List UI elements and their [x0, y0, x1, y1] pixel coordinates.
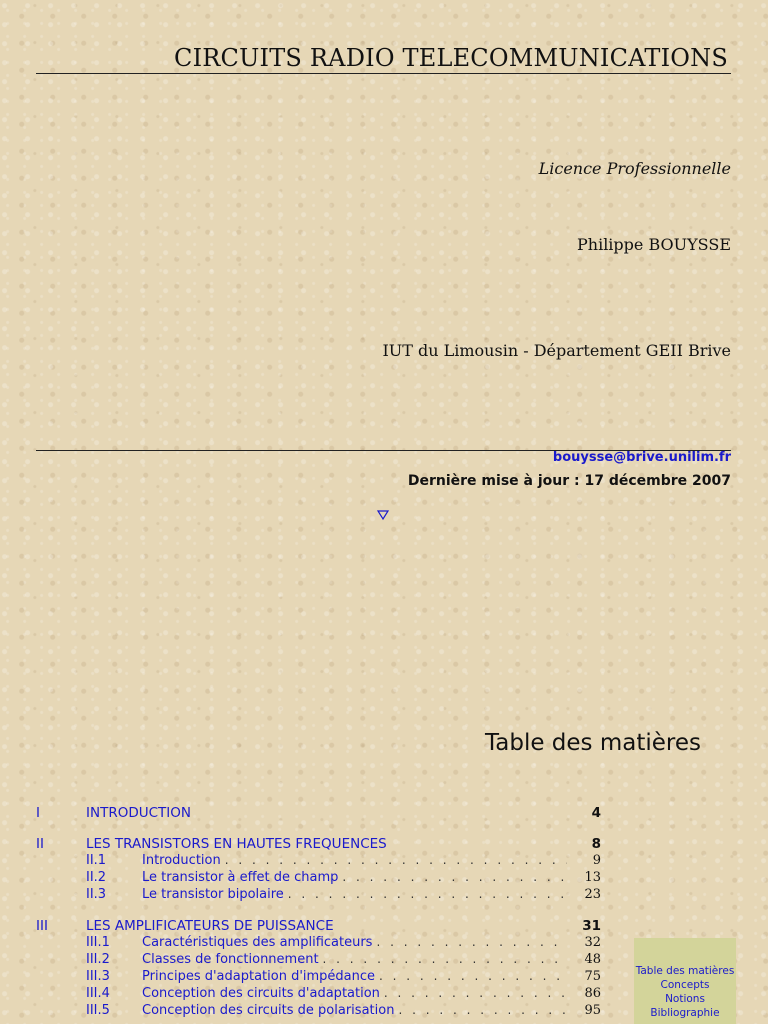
- toc-section-entry[interactable]: [36, 935, 601, 952]
- nav-concepts[interactable]: Concepts: [660, 979, 710, 991]
- email-link[interactable]: bouysse@brive.unilim.fr: [552, 450, 731, 465]
- toc-section-entry[interactable]: [36, 853, 601, 870]
- toc-section-entry[interactable]: [36, 1003, 601, 1020]
- section-number: II.2: [86, 870, 107, 885]
- toc-section-entry[interactable]: [36, 887, 601, 904]
- toc-section-entry[interactable]: [36, 969, 601, 986]
- toc-chapter: [36, 836, 601, 904]
- toc-chapter: [36, 805, 601, 822]
- chapter-label[interactable]: INTRODUCTION: [86, 805, 191, 821]
- section-page: 86: [584, 986, 601, 1001]
- dot-leader: [323, 952, 567, 966]
- chapter-page: 31: [582, 918, 601, 934]
- toc-chapter-entry[interactable]: [36, 805, 601, 822]
- author-name: Philippe BOUYSSE: [577, 235, 731, 254]
- section-label[interactable]: Introduction: [142, 853, 221, 868]
- toc-section-entry[interactable]: [36, 952, 601, 969]
- toc-chapter-entry[interactable]: [36, 918, 601, 935]
- section-page: 13: [584, 870, 601, 885]
- section-number: III.4: [86, 986, 110, 1001]
- section-page: 23: [584, 887, 601, 902]
- toc-chapter-entry[interactable]: [36, 836, 601, 853]
- section-page: 9: [592, 853, 601, 868]
- dot-leader: [376, 935, 567, 949]
- section-label[interactable]: Conception des circuits de polarisation: [142, 1003, 395, 1018]
- section-number: II.1: [86, 853, 107, 868]
- dot-leader: [384, 986, 567, 1000]
- dot-leader: [379, 969, 567, 983]
- last-update: Dernière mise à jour : 17 décembre 2007: [407, 473, 731, 489]
- toc-chapter: [36, 918, 601, 1020]
- nav-table-des-matieres[interactable]: Table des matières: [635, 965, 735, 977]
- section-label[interactable]: Le transistor à effet de champ: [142, 870, 339, 885]
- chapter-number: III: [36, 918, 48, 934]
- chapter-page: 4: [591, 805, 601, 821]
- section-page: 75: [584, 969, 601, 984]
- section-label[interactable]: Principes d'adaptation d'impédance: [142, 969, 376, 984]
- chapter-page: 8: [591, 836, 601, 852]
- section-label[interactable]: Le transistor bipolaire: [142, 887, 284, 902]
- dot-leader: [288, 887, 567, 901]
- title-rule: [36, 73, 731, 74]
- section-label[interactable]: Conception des circuits d'adaptation: [142, 986, 380, 1001]
- subtitle: Licence Professionnelle: [538, 159, 731, 178]
- institution: IUT du Limousin - Département GEII Brive: [382, 341, 731, 360]
- toc-title: Table des matières: [485, 730, 701, 756]
- navigation-panel: [634, 938, 736, 1024]
- section-page: 48: [584, 952, 601, 967]
- toc-section-entry[interactable]: [36, 986, 601, 1003]
- dot-leader: [342, 870, 567, 884]
- document-title: CIRCUITS RADIO TELECOMMUNICATIONS: [174, 44, 728, 72]
- table-of-contents: [36, 805, 601, 1020]
- down-triangle-icon[interactable]: [376, 508, 390, 522]
- chapter-number: II: [36, 836, 44, 852]
- dot-leader: [398, 1003, 567, 1017]
- section-label[interactable]: Caractéristiques des amplificateurs: [142, 935, 373, 950]
- toc-section-entry[interactable]: [36, 870, 601, 887]
- section-number: III.3: [86, 969, 110, 984]
- section-label[interactable]: Classes de fonctionnement: [142, 952, 319, 967]
- chapter-number: I: [36, 805, 40, 821]
- section-number: III.1: [86, 935, 110, 950]
- nav-bibliographie[interactable]: Bibliographie: [650, 1007, 720, 1019]
- nav-notions[interactable]: Notions: [665, 993, 705, 1005]
- chapter-label[interactable]: LES AMPLIFICATEURS DE PUISSANCE: [86, 918, 334, 934]
- section-number: II.3: [86, 887, 107, 902]
- section-page: 32: [584, 935, 601, 950]
- dot-leader: [225, 853, 567, 867]
- section-number: III.2: [86, 952, 110, 967]
- section-number: III.5: [86, 1003, 110, 1018]
- section-page: 95: [584, 1003, 601, 1018]
- chapter-label[interactable]: LES TRANSISTORS EN HAUTES FREQUENCES: [86, 836, 387, 852]
